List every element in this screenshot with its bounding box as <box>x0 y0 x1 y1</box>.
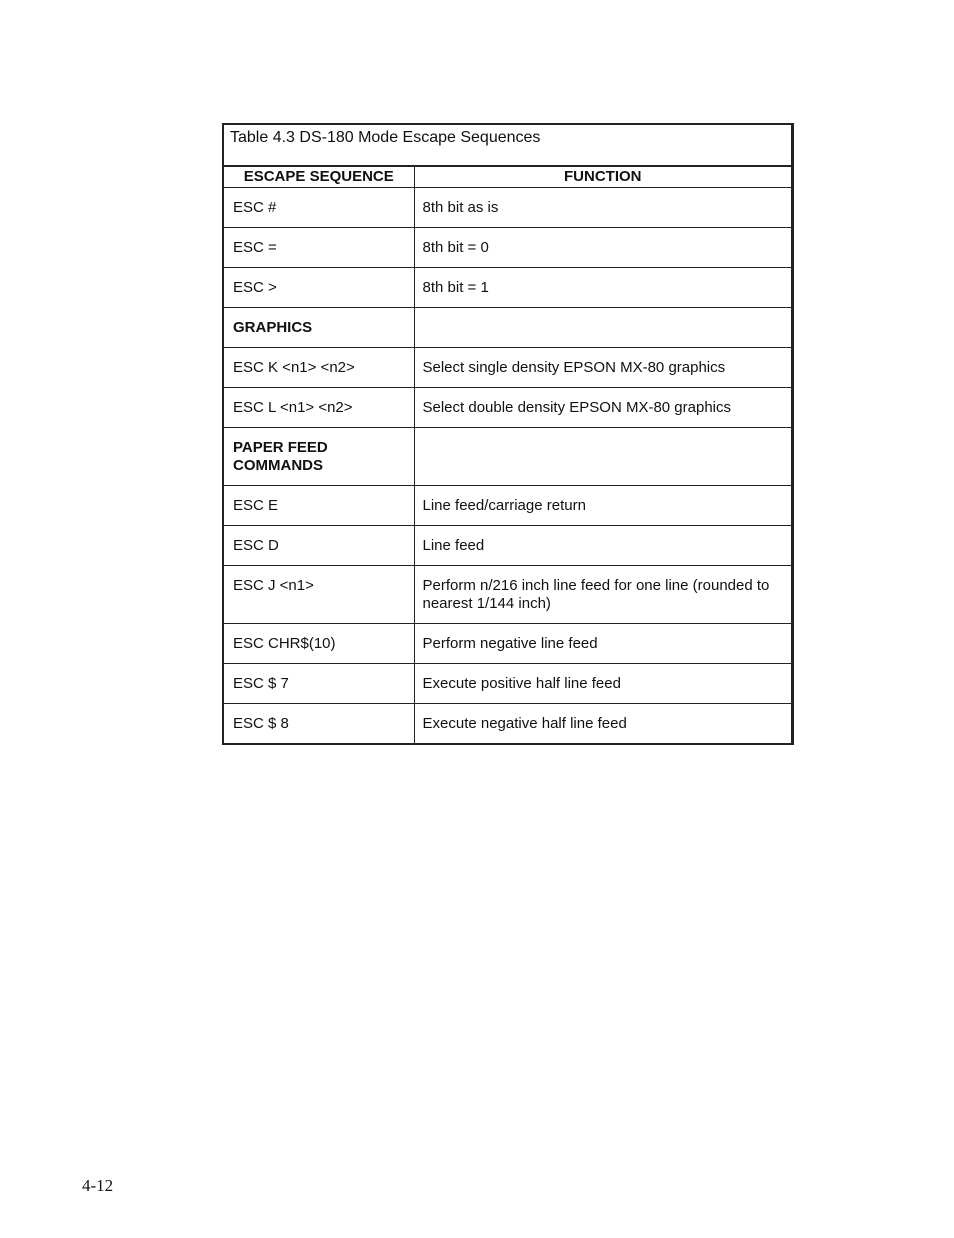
function-cell: 8th bit as is <box>414 188 791 228</box>
function-cell: 8th bit = 1 <box>414 268 791 308</box>
function-cell: Line feed/carriage return <box>414 486 791 526</box>
function-cell: Execute positive half line feed <box>414 664 791 704</box>
table-row <box>224 268 791 308</box>
function-cell: Perform negative line feed <box>414 624 791 664</box>
sequence-cell: ESC $ 8 <box>224 704 414 744</box>
sequence-cell: ESC J <n1> <box>224 566 414 624</box>
function-cell: Line feed <box>414 526 791 566</box>
function-cell: Select single density EPSON MX-80 graphics <box>414 348 791 388</box>
table-row <box>224 664 791 704</box>
sequence-cell: ESC E <box>224 486 414 526</box>
sequence-cell: ESC CHR$(10) <box>224 624 414 664</box>
table-caption: Table 4.3 DS-180 Mode Escape Sequences <box>224 125 791 167</box>
header-escape-sequence: ESCAPE SEQUENCE <box>224 167 414 188</box>
section-label-paper-feed: PAPER FEED COMMANDS <box>233 439 328 474</box>
header-function: FUNCTION <box>414 167 791 188</box>
function-cell: Execute negative half line feed <box>414 704 791 744</box>
section-label-graphics: GRAPHICS <box>233 319 313 336</box>
table-header-row <box>224 167 791 188</box>
sequence-cell: ESC K <n1> <n2> <box>224 348 414 388</box>
sequence-cell: ESC D <box>224 526 414 566</box>
table-row <box>224 188 791 228</box>
function-cell: 8th bit = 0 <box>414 228 791 268</box>
table-row <box>224 624 791 664</box>
table-row <box>224 228 791 268</box>
sequence-cell: ESC > <box>224 268 414 308</box>
table-row <box>224 704 791 744</box>
function-cell: Perform n/216 inch line feed for one line (rounded to nearest 1/144 inch) <box>422 577 770 612</box>
sequence-cell: ESC L <n1> <n2> <box>224 388 414 428</box>
table-row <box>224 348 791 388</box>
function-cell <box>414 428 791 486</box>
section-row-paper-feed <box>224 428 791 486</box>
sequence-cell: ESC = <box>224 228 414 268</box>
table-row <box>224 526 791 566</box>
table-row <box>224 566 791 624</box>
table-row <box>224 486 791 526</box>
table-row <box>224 388 791 428</box>
section-row-graphics <box>224 308 791 348</box>
page-number: 4-12 <box>82 1176 114 1195</box>
function-cell <box>414 308 791 348</box>
sequence-cell: ESC $ 7 <box>224 664 414 704</box>
sequence-cell: ESC # <box>224 188 414 228</box>
escape-sequence-table <box>222 123 794 745</box>
function-cell: Select double density EPSON MX-80 graphics <box>414 388 791 428</box>
table-grid <box>224 167 791 743</box>
